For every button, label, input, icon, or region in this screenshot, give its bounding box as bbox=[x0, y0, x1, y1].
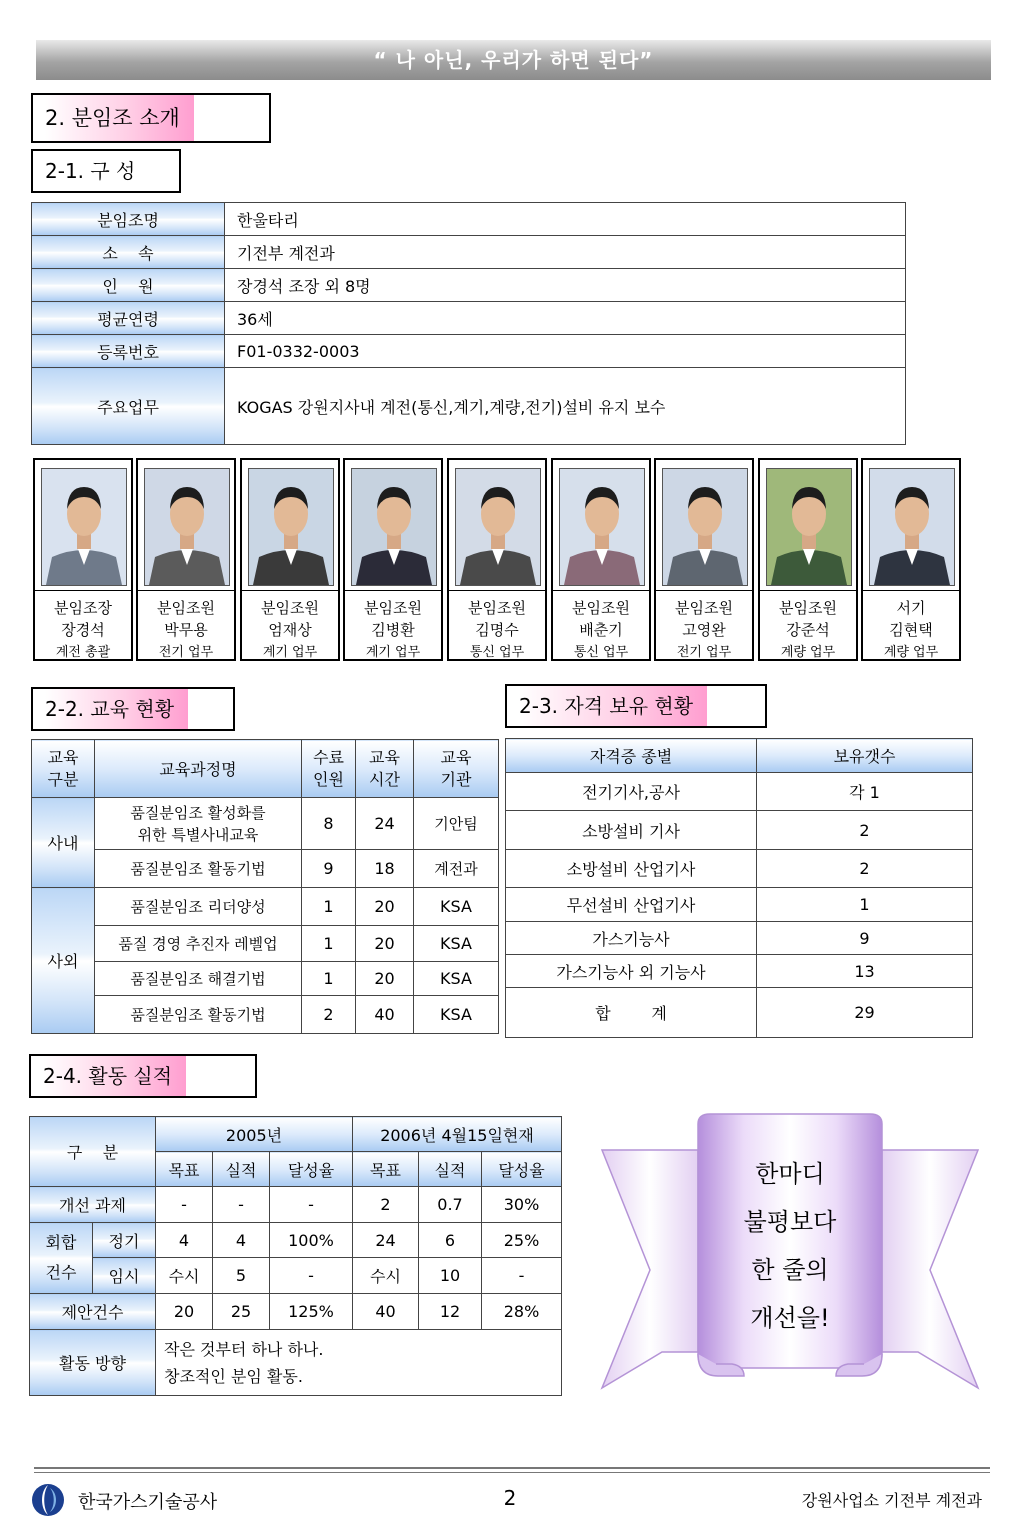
table-row bbox=[32, 926, 499, 962]
member-name: 강준석 bbox=[786, 621, 830, 639]
member-role: 분임조원 bbox=[572, 599, 630, 617]
course-hours: 20 bbox=[356, 962, 414, 996]
table-row bbox=[506, 988, 973, 1038]
course-hours: 20 bbox=[356, 926, 414, 962]
row-value: 36세 bbox=[225, 302, 906, 335]
member-photo bbox=[248, 468, 334, 586]
subheader: 목표 bbox=[353, 1152, 419, 1187]
member-duty: 계기 업무 bbox=[262, 645, 318, 660]
cert-type: 가스기능사 외 기능사 bbox=[506, 955, 757, 988]
member-name: 장경석 bbox=[61, 621, 105, 639]
cert-count: 각 1 bbox=[757, 773, 973, 811]
direction-text: 작은 것부터 하나 하나. 창조적인 분임 활동. bbox=[156, 1330, 562, 1396]
table-row bbox=[506, 811, 973, 850]
course-hours: 18 bbox=[356, 850, 414, 888]
row-label: 등록번호 bbox=[32, 335, 225, 368]
member-role: 분임조원 bbox=[157, 599, 215, 617]
member-role: 분임조원 bbox=[779, 599, 837, 617]
corner-cell: 구 분 bbox=[30, 1117, 156, 1187]
member-duty: 통신 업무 bbox=[573, 645, 629, 660]
row-value: 기전부 계전과 bbox=[225, 236, 906, 269]
course-count: 8 bbox=[302, 798, 356, 850]
member-duty: 계기 업무 bbox=[365, 645, 421, 660]
course-hours: 40 bbox=[356, 996, 414, 1034]
member-photo bbox=[766, 468, 852, 586]
cell: 12 bbox=[419, 1294, 482, 1330]
member-photo bbox=[41, 468, 127, 586]
row-value: F01-0332-0003 bbox=[225, 335, 906, 368]
table-row bbox=[32, 962, 499, 996]
cert-type: 가스기능사 bbox=[506, 922, 757, 955]
row-label: 주요업무 bbox=[32, 368, 225, 445]
cell: 100% bbox=[270, 1223, 353, 1258]
member-role: 분임조원 bbox=[468, 599, 526, 617]
table-row bbox=[30, 1258, 562, 1294]
table-row bbox=[32, 798, 499, 850]
cert-count: 9 bbox=[757, 922, 973, 955]
member-card bbox=[654, 458, 754, 661]
cell: 6 bbox=[419, 1223, 482, 1258]
course-org: 기안팀 bbox=[414, 798, 499, 850]
member-photo bbox=[351, 468, 437, 586]
member-card bbox=[136, 458, 236, 661]
course-name: 품질분임조 리더양성 bbox=[95, 888, 302, 926]
subheader: 실적 bbox=[419, 1152, 482, 1187]
course-name: 품질분임조 해결기법 bbox=[95, 962, 302, 996]
subsection-title-composition bbox=[31, 149, 181, 193]
page-number: 2 bbox=[503, 1486, 517, 1510]
course-org: KSA bbox=[414, 888, 499, 926]
member-duty: 계량 업무 bbox=[883, 645, 939, 660]
row-value: KOGAS 강원지사내 계전(통신,계기,계량,전기)설비 유지 보수 bbox=[225, 368, 906, 445]
row-value: 한울타리 bbox=[225, 203, 906, 236]
motto-line: 한마디 bbox=[755, 1160, 825, 1188]
cell: 20 bbox=[156, 1294, 213, 1330]
section-title bbox=[31, 93, 271, 143]
member-name: 김병환 bbox=[371, 621, 415, 639]
table-row bbox=[32, 740, 499, 798]
member-card bbox=[758, 458, 858, 661]
row-label: 인 원 bbox=[32, 269, 225, 302]
header-count: 수료 인원 bbox=[302, 740, 356, 798]
section-title-text: 2. 분임조 소개 bbox=[45, 95, 194, 141]
subsection-title-certification bbox=[505, 684, 767, 728]
cell: 0.7 bbox=[419, 1187, 482, 1223]
table-row bbox=[506, 888, 973, 922]
motto-line: 개선을! bbox=[750, 1304, 830, 1332]
subsection-title-text: 2-2. 교육 현황 bbox=[45, 689, 188, 729]
member-card bbox=[861, 458, 961, 661]
table-row bbox=[32, 203, 906, 236]
header-count: 보유갯수 bbox=[757, 739, 973, 773]
course-count: 2 bbox=[302, 996, 356, 1034]
member-role: 분임조원 bbox=[364, 599, 422, 617]
footer-divider bbox=[34, 1467, 990, 1473]
cell: 수시 bbox=[156, 1258, 213, 1294]
cell: 25 bbox=[213, 1294, 270, 1330]
subsection-title-education bbox=[31, 687, 235, 731]
course-name: 품질분임조 활동기법 bbox=[95, 996, 302, 1034]
header-org: 교육 기관 bbox=[414, 740, 499, 798]
row-label: 개선 과제 bbox=[30, 1187, 156, 1223]
cell: 10 bbox=[419, 1258, 482, 1294]
row-label: 제안건수 bbox=[30, 1294, 156, 1330]
member-photo bbox=[869, 468, 955, 586]
cert-total-label: 합 계 bbox=[506, 988, 757, 1038]
certification-table bbox=[505, 738, 973, 1038]
cell: 2 bbox=[353, 1187, 419, 1223]
member-duty: 계전 총괄 bbox=[55, 645, 111, 660]
member-role: 분임조원 bbox=[261, 599, 319, 617]
course-count: 9 bbox=[302, 850, 356, 888]
cell: 5 bbox=[213, 1258, 270, 1294]
banner-slogan: “ 나 아닌, 우리가 하면 된다” bbox=[373, 48, 654, 72]
member-duty: 전기 업무 bbox=[158, 645, 214, 660]
table-row bbox=[30, 1294, 562, 1330]
table-row bbox=[32, 996, 499, 1034]
row-label: 활동 방향 bbox=[30, 1330, 156, 1396]
table-row bbox=[506, 850, 973, 888]
group-label: 사외 bbox=[32, 888, 95, 1034]
composition-table bbox=[31, 202, 906, 445]
row-label: 분임조명 bbox=[32, 203, 225, 236]
row-label: 정기 bbox=[93, 1223, 156, 1258]
member-card bbox=[551, 458, 651, 661]
subsection-title-text: 2-3. 자격 보유 현황 bbox=[519, 686, 707, 726]
cell: 30% bbox=[482, 1187, 562, 1223]
motto-scroll bbox=[598, 1112, 982, 1394]
cert-type: 소방설비 산업기사 bbox=[506, 850, 757, 888]
subsection-title-text: 2-4. 활동 실적 bbox=[43, 1056, 186, 1096]
course-org: KSA bbox=[414, 926, 499, 962]
meeting-label: 회합 건수 bbox=[30, 1223, 93, 1294]
member-duty: 전기 업무 bbox=[676, 645, 732, 660]
subheader: 실적 bbox=[213, 1152, 270, 1187]
top-banner bbox=[36, 40, 991, 80]
cert-type: 무선설비 산업기사 bbox=[506, 888, 757, 922]
motto-line: 불평보다 bbox=[743, 1208, 837, 1236]
cert-total-count: 29 bbox=[757, 988, 973, 1038]
activity-table bbox=[29, 1116, 562, 1396]
company-logo-icon bbox=[31, 1483, 65, 1517]
member-card bbox=[343, 458, 443, 661]
cert-type: 소방설비 기사 bbox=[506, 811, 757, 850]
table-row bbox=[506, 773, 973, 811]
footer-company: 한국가스기술공사 bbox=[78, 1492, 218, 1513]
cell: 24 bbox=[353, 1223, 419, 1258]
member-photo bbox=[662, 468, 748, 586]
course-name: 품질분임조 활동기법 bbox=[95, 850, 302, 888]
table-row bbox=[506, 739, 973, 773]
course-name: 품질분임조 활성화를 위한 특별사내교육 bbox=[95, 798, 302, 850]
member-photo bbox=[144, 468, 230, 586]
table-row bbox=[32, 335, 906, 368]
course-org: KSA bbox=[414, 996, 499, 1034]
member-duty: 계량 업무 bbox=[780, 645, 836, 660]
member-role: 서기 bbox=[896, 599, 926, 617]
member-name: 김현택 bbox=[889, 621, 933, 639]
member-card bbox=[33, 458, 133, 661]
subheader: 목표 bbox=[156, 1152, 213, 1187]
member-role: 분임조장 bbox=[54, 599, 112, 617]
table-row bbox=[32, 850, 499, 888]
group-label: 사내 bbox=[32, 798, 95, 888]
table-row bbox=[32, 302, 906, 335]
table-row bbox=[30, 1117, 562, 1152]
cell: - bbox=[482, 1258, 562, 1294]
table-row bbox=[506, 922, 973, 955]
table-row bbox=[30, 1330, 562, 1396]
member-photo bbox=[559, 468, 645, 586]
course-org: KSA bbox=[414, 962, 499, 996]
period-header: 2006년 4월15일현재 bbox=[353, 1117, 562, 1152]
table-row bbox=[32, 269, 906, 302]
course-hours: 20 bbox=[356, 888, 414, 926]
course-count: 1 bbox=[302, 888, 356, 926]
course-name: 품질 경영 추진자 레벨업 bbox=[95, 926, 302, 962]
table-row bbox=[30, 1223, 562, 1258]
cert-count: 1 bbox=[757, 888, 973, 922]
cell: 28% bbox=[482, 1294, 562, 1330]
member-name: 김명수 bbox=[475, 621, 519, 639]
row-label: 평균연령 bbox=[32, 302, 225, 335]
member-name: 고영완 bbox=[682, 621, 726, 639]
member-card bbox=[240, 458, 340, 661]
header-hours: 교육 시간 bbox=[356, 740, 414, 798]
table-row bbox=[32, 368, 906, 445]
cell: 4 bbox=[156, 1223, 213, 1258]
course-count: 1 bbox=[302, 926, 356, 962]
cell: - bbox=[270, 1258, 353, 1294]
cell: - bbox=[270, 1187, 353, 1223]
member-card bbox=[447, 458, 547, 661]
table-row bbox=[32, 888, 499, 926]
table-row bbox=[32, 236, 906, 269]
cell: - bbox=[156, 1187, 213, 1223]
member-name: 엄재상 bbox=[268, 621, 312, 639]
cell: 25% bbox=[482, 1223, 562, 1258]
education-table bbox=[31, 739, 499, 1034]
subsection-title-text: 2-1. 구 성 bbox=[45, 159, 136, 183]
course-count: 1 bbox=[302, 962, 356, 996]
row-value: 장경석 조장 외 8명 bbox=[225, 269, 906, 302]
subsection-title-activity bbox=[29, 1054, 257, 1098]
table-row bbox=[506, 955, 973, 988]
member-duty: 통신 업무 bbox=[469, 645, 525, 660]
course-hours: 24 bbox=[356, 798, 414, 850]
cert-type: 전기기사,공사 bbox=[506, 773, 757, 811]
footer-department: 강원사업소 기전부 계전과 bbox=[801, 1491, 982, 1510]
header-course: 교육과정명 bbox=[95, 740, 302, 798]
member-role: 분임조원 bbox=[675, 599, 733, 617]
row-label: 임시 bbox=[93, 1258, 156, 1294]
motto-line: 한 줄의 bbox=[751, 1256, 829, 1284]
table-row bbox=[30, 1187, 562, 1223]
member-photo bbox=[455, 468, 541, 586]
cert-count: 13 bbox=[757, 955, 973, 988]
row-label: 소 속 bbox=[32, 236, 225, 269]
cell: - bbox=[213, 1187, 270, 1223]
header-category: 교육 구분 bbox=[32, 740, 95, 798]
member-name: 배춘기 bbox=[579, 621, 623, 639]
cell: 수시 bbox=[353, 1258, 419, 1294]
cell: 40 bbox=[353, 1294, 419, 1330]
period-header: 2005년 bbox=[156, 1117, 353, 1152]
cell: 125% bbox=[270, 1294, 353, 1330]
member-name: 박무용 bbox=[164, 621, 208, 639]
cell: 4 bbox=[213, 1223, 270, 1258]
course-org: 계전과 bbox=[414, 850, 499, 888]
subheader: 달성율 bbox=[270, 1152, 353, 1187]
cert-count: 2 bbox=[757, 811, 973, 850]
header-type: 자격증 종별 bbox=[506, 739, 757, 773]
cert-count: 2 bbox=[757, 850, 973, 888]
subheader: 달성율 bbox=[482, 1152, 562, 1187]
